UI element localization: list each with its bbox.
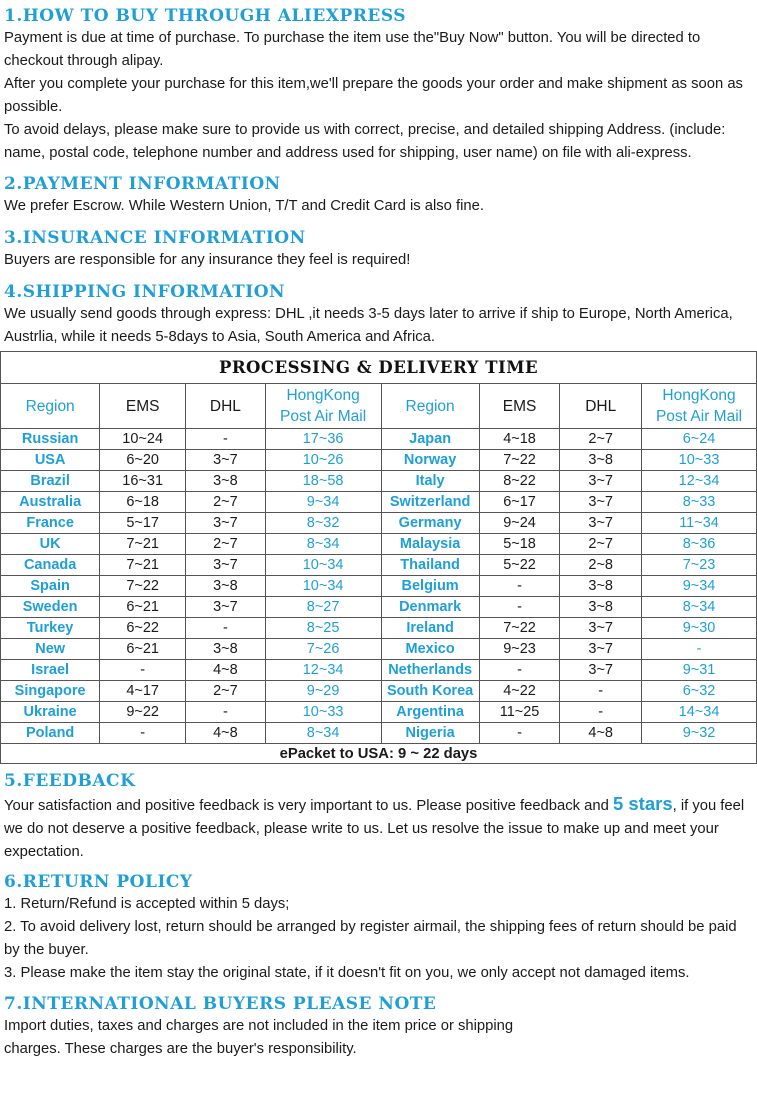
cell-dhl-2: 3~8 bbox=[560, 450, 642, 471]
cell-hongkong-post-2: 9~34 bbox=[642, 576, 757, 597]
cell-hongkong-post-2: 8~33 bbox=[642, 492, 757, 513]
epacket-note: ePacket to USA: 9 ~ 22 days bbox=[1, 744, 757, 764]
cell-dhl: 2~7 bbox=[186, 534, 266, 555]
cell-ems: 6~22 bbox=[100, 618, 186, 639]
cell-ems-2: 7~22 bbox=[479, 450, 560, 471]
cell-ems-2: 5~18 bbox=[479, 534, 560, 555]
cell-dhl: 4~8 bbox=[186, 723, 266, 744]
cell-hongkong-post: 12~34 bbox=[265, 660, 381, 681]
cell-region: Canada bbox=[1, 555, 100, 576]
insurance-text: Buyers are responsible for any insurance they feel is required! bbox=[4, 252, 411, 268]
section-heading-international-buyers: 7.INTERNATIONAL BUYERS PLEASE NOTE bbox=[4, 994, 437, 1014]
cell-ems-2: 7~22 bbox=[479, 618, 560, 639]
header-hongkong-post bbox=[265, 384, 381, 429]
cell-region: Russian bbox=[1, 429, 100, 450]
cell-region-2: Mexico bbox=[381, 639, 479, 660]
return-policy-item-3: 3. Please make the item stay the original state, if it doesn't fit on you, we only accept not damaged items. bbox=[4, 965, 690, 981]
cell-ems-2: - bbox=[479, 576, 560, 597]
international-note-line-1: Import duties, taxes and charges are not included in the item price or shipping bbox=[4, 1018, 514, 1034]
section-heading-payment: 2.PAYMENT INFORMATION bbox=[4, 174, 281, 194]
return-policy-item-1: 1. Return/Refund is accepted within 5 days; bbox=[4, 896, 290, 912]
cell-dhl-2: 3~8 bbox=[560, 576, 642, 597]
cell-region: Ukraine bbox=[1, 702, 100, 723]
cell-dhl: 3~8 bbox=[186, 471, 266, 492]
cell-region-2: Italy bbox=[381, 471, 479, 492]
header-dhl: DHL bbox=[186, 384, 266, 429]
shipping-text: We usually send goods through express: DHL ,it needs 3-5 days later to arrive if ship to Europe, North America, Austrlia, while it needs 5-8days to Asia, South America and Africa. bbox=[4, 306, 733, 345]
section-heading-shipping: 4.SHIPPING INFORMATION bbox=[4, 282, 286, 302]
cell-region: UK bbox=[1, 534, 100, 555]
cell-hongkong-post-2: 11~34 bbox=[642, 513, 757, 534]
header-region: Region bbox=[1, 384, 100, 429]
cell-dhl-2: 3~7 bbox=[560, 618, 642, 639]
cell-dhl-2: 3~7 bbox=[560, 513, 642, 534]
header-dhl-2: DHL bbox=[560, 384, 642, 429]
cell-ems: 4~17 bbox=[100, 681, 186, 702]
cell-region: Turkey bbox=[1, 618, 100, 639]
how-to-buy-paragraph-1: Payment is due at time of purchase. To purchase the item use the"Buy Now" button. You will be directed to checkout through alipay. bbox=[4, 30, 701, 69]
cell-hongkong-post-2: 7~23 bbox=[642, 555, 757, 576]
cell-region: Brazil bbox=[1, 471, 100, 492]
cell-region: Spain bbox=[1, 576, 100, 597]
header-region-2: Region bbox=[381, 384, 479, 429]
cell-dhl-2: 3~8 bbox=[560, 597, 642, 618]
cell-ems-2: 11~25 bbox=[479, 702, 560, 723]
feedback-text bbox=[0, 792, 757, 864]
table-row bbox=[1, 702, 757, 723]
table-row bbox=[1, 723, 757, 744]
cell-dhl-2: - bbox=[560, 702, 642, 723]
cell-hongkong-post: 8~25 bbox=[265, 618, 381, 639]
cell-ems-2: - bbox=[479, 723, 560, 744]
five-stars-emphasis: 5 stars bbox=[612, 793, 673, 814]
section-heading-return-policy: 6.RETURN POLICY bbox=[4, 872, 193, 892]
section-heading-insurance: 3.INSURANCE INFORMATION bbox=[4, 228, 306, 248]
cell-dhl: 3~7 bbox=[186, 597, 266, 618]
cell-hongkong-post-2: 6~24 bbox=[642, 429, 757, 450]
cell-region: Sweden bbox=[1, 597, 100, 618]
how-to-buy-paragraph-3: To avoid delays, please make sure to provide us with correct, precise, and detailed shipping Address. (include: name, postal code, telephone number and address used for shipping, user name) on file with ali-express. bbox=[4, 122, 726, 161]
table-row bbox=[1, 513, 757, 534]
cell-dhl: 4~8 bbox=[186, 660, 266, 681]
header-ems-2: EMS bbox=[479, 384, 560, 429]
cell-region: Australia bbox=[1, 492, 100, 513]
cell-hongkong-post: 9~34 bbox=[265, 492, 381, 513]
cell-hongkong-post-2: 9~31 bbox=[642, 660, 757, 681]
cell-hongkong-post: 8~27 bbox=[265, 597, 381, 618]
cell-ems: 7~21 bbox=[100, 555, 186, 576]
cell-region-2: Malaysia bbox=[381, 534, 479, 555]
cell-hongkong-post-2: 6~32 bbox=[642, 681, 757, 702]
cell-dhl: 3~7 bbox=[186, 450, 266, 471]
feedback-text-end: , if you feel we do not deserve a positive feedback, please write to us. Let us resolve the issue to make up and meet your expectation. bbox=[4, 798, 745, 860]
header-hongkong-line1-2: HongKong bbox=[662, 387, 736, 404]
cell-ems-2: - bbox=[479, 660, 560, 681]
cell-dhl-2: 3~7 bbox=[560, 492, 642, 513]
cell-dhl-2: 4~8 bbox=[560, 723, 642, 744]
cell-ems-2: 8~22 bbox=[479, 471, 560, 492]
header-hongkong-post-2 bbox=[642, 384, 757, 429]
table-row bbox=[1, 429, 757, 450]
section-heading-feedback: 5.FEEDBACK bbox=[4, 771, 136, 791]
cell-hongkong-post: 18~58 bbox=[265, 471, 381, 492]
cell-dhl: 2~7 bbox=[186, 681, 266, 702]
cell-ems: 6~20 bbox=[100, 450, 186, 471]
table-row bbox=[1, 471, 757, 492]
payment-text: We prefer Escrow. While Western Union, T/T and Credit Card is also fine. bbox=[4, 198, 484, 214]
cell-hongkong-post-2: 10~33 bbox=[642, 450, 757, 471]
table-row bbox=[1, 597, 757, 618]
cell-ems: - bbox=[100, 723, 186, 744]
table-row bbox=[1, 639, 757, 660]
cell-region-2: Belgium bbox=[381, 576, 479, 597]
cell-hongkong-post: 10~26 bbox=[265, 450, 381, 471]
how-to-buy-paragraph-2: After you complete your purchase for this item,we'll prepare the goods your order and make shipment as soon as possible. bbox=[4, 76, 743, 115]
cell-hongkong-post: 10~33 bbox=[265, 702, 381, 723]
section-heading-how-to-buy: 1.HOW TO BUY THROUGH ALIEXPRESS bbox=[4, 6, 407, 26]
cell-region: Singapore bbox=[1, 681, 100, 702]
cell-dhl-2: 3~7 bbox=[560, 639, 642, 660]
cell-region-2: Netherlands bbox=[381, 660, 479, 681]
cell-region: USA bbox=[1, 450, 100, 471]
table-row bbox=[1, 681, 757, 702]
cell-hongkong-post: 8~32 bbox=[265, 513, 381, 534]
cell-hongkong-post: 8~34 bbox=[265, 723, 381, 744]
cell-hongkong-post: 9~29 bbox=[265, 681, 381, 702]
cell-ems-2: 4~22 bbox=[479, 681, 560, 702]
table-title: PROCESSING & DELIVERY TIME bbox=[1, 352, 757, 384]
return-policy-item-2: 2. To avoid delivery lost, return should be arranged by register airmail, the shipping fees of return should be paid by the buyer. bbox=[4, 919, 737, 958]
table-row bbox=[1, 618, 757, 639]
cell-ems: 6~18 bbox=[100, 492, 186, 513]
cell-hongkong-post-2: 9~30 bbox=[642, 618, 757, 639]
header-hongkong-line1: HongKong bbox=[286, 387, 360, 404]
cell-hongkong-post-2: 8~34 bbox=[642, 597, 757, 618]
cell-region: Poland bbox=[1, 723, 100, 744]
cell-dhl-2: 3~7 bbox=[560, 660, 642, 681]
cell-hongkong-post-2: 8~36 bbox=[642, 534, 757, 555]
table-header-row bbox=[1, 384, 757, 429]
cell-region-2: Thailand bbox=[381, 555, 479, 576]
cell-hongkong-post: 7~26 bbox=[265, 639, 381, 660]
cell-ems-2: 5~22 bbox=[479, 555, 560, 576]
cell-region-2: Nigeria bbox=[381, 723, 479, 744]
cell-ems-2: 9~23 bbox=[479, 639, 560, 660]
cell-region: Israel bbox=[1, 660, 100, 681]
cell-region-2: Japan bbox=[381, 429, 479, 450]
cell-region-2: South Korea bbox=[381, 681, 479, 702]
table-row bbox=[1, 555, 757, 576]
cell-region-2: Argentina bbox=[381, 702, 479, 723]
cell-ems: 7~21 bbox=[100, 534, 186, 555]
cell-ems: 6~21 bbox=[100, 597, 186, 618]
cell-region: New bbox=[1, 639, 100, 660]
cell-dhl: 3~8 bbox=[186, 639, 266, 660]
cell-ems: 7~22 bbox=[100, 576, 186, 597]
table-row bbox=[1, 534, 757, 555]
feedback-text-start: Your satisfaction and positive feedback is very important to us. Please positive feedback and bbox=[4, 798, 613, 814]
cell-hongkong-post: 8~34 bbox=[265, 534, 381, 555]
international-note-line-2: charges. These charges are the buyer's responsibility. bbox=[4, 1041, 357, 1057]
table-row bbox=[1, 576, 757, 597]
cell-dhl-2: - bbox=[560, 681, 642, 702]
cell-ems: 6~21 bbox=[100, 639, 186, 660]
cell-ems: 10~24 bbox=[100, 429, 186, 450]
cell-hongkong-post-2: 14~34 bbox=[642, 702, 757, 723]
cell-region-2: Denmark bbox=[381, 597, 479, 618]
table-row bbox=[1, 450, 757, 471]
cell-dhl: 3~7 bbox=[186, 513, 266, 534]
cell-ems-2: 9~24 bbox=[479, 513, 560, 534]
cell-hongkong-post-2: - bbox=[642, 639, 757, 660]
cell-ems: - bbox=[100, 660, 186, 681]
cell-dhl-2: 2~8 bbox=[560, 555, 642, 576]
cell-region: France bbox=[1, 513, 100, 534]
cell-ems-2: - bbox=[479, 597, 560, 618]
cell-region-2: Germany bbox=[381, 513, 479, 534]
cell-ems-2: 6~17 bbox=[479, 492, 560, 513]
cell-region-2: Switzerland bbox=[381, 492, 479, 513]
cell-ems: 16~31 bbox=[100, 471, 186, 492]
cell-dhl-2: 3~7 bbox=[560, 471, 642, 492]
table-row bbox=[1, 660, 757, 681]
cell-dhl: 3~7 bbox=[186, 555, 266, 576]
table-row bbox=[1, 492, 757, 513]
header-ems: EMS bbox=[100, 384, 186, 429]
cell-ems: 5~17 bbox=[100, 513, 186, 534]
cell-region-2: Norway bbox=[381, 450, 479, 471]
cell-hongkong-post-2: 9~32 bbox=[642, 723, 757, 744]
cell-ems: 9~22 bbox=[100, 702, 186, 723]
cell-dhl: 3~8 bbox=[186, 576, 266, 597]
cell-dhl-2: 2~7 bbox=[560, 429, 642, 450]
cell-hongkong-post: 10~34 bbox=[265, 555, 381, 576]
delivery-time-table bbox=[0, 351, 757, 764]
cell-ems-2: 4~18 bbox=[479, 429, 560, 450]
header-hongkong-line2-2: Post Air Mail bbox=[655, 408, 743, 425]
cell-dhl-2: 2~7 bbox=[560, 534, 642, 555]
cell-dhl: - bbox=[186, 429, 266, 450]
cell-dhl: 2~7 bbox=[186, 492, 266, 513]
header-hongkong-line2: Post Air Mail bbox=[280, 408, 367, 425]
cell-region-2: Ireland bbox=[381, 618, 479, 639]
cell-dhl: - bbox=[186, 618, 266, 639]
cell-dhl: - bbox=[186, 702, 266, 723]
cell-hongkong-post: 17~36 bbox=[265, 429, 381, 450]
cell-hongkong-post: 10~34 bbox=[265, 576, 381, 597]
cell-hongkong-post-2: 12~34 bbox=[642, 471, 757, 492]
